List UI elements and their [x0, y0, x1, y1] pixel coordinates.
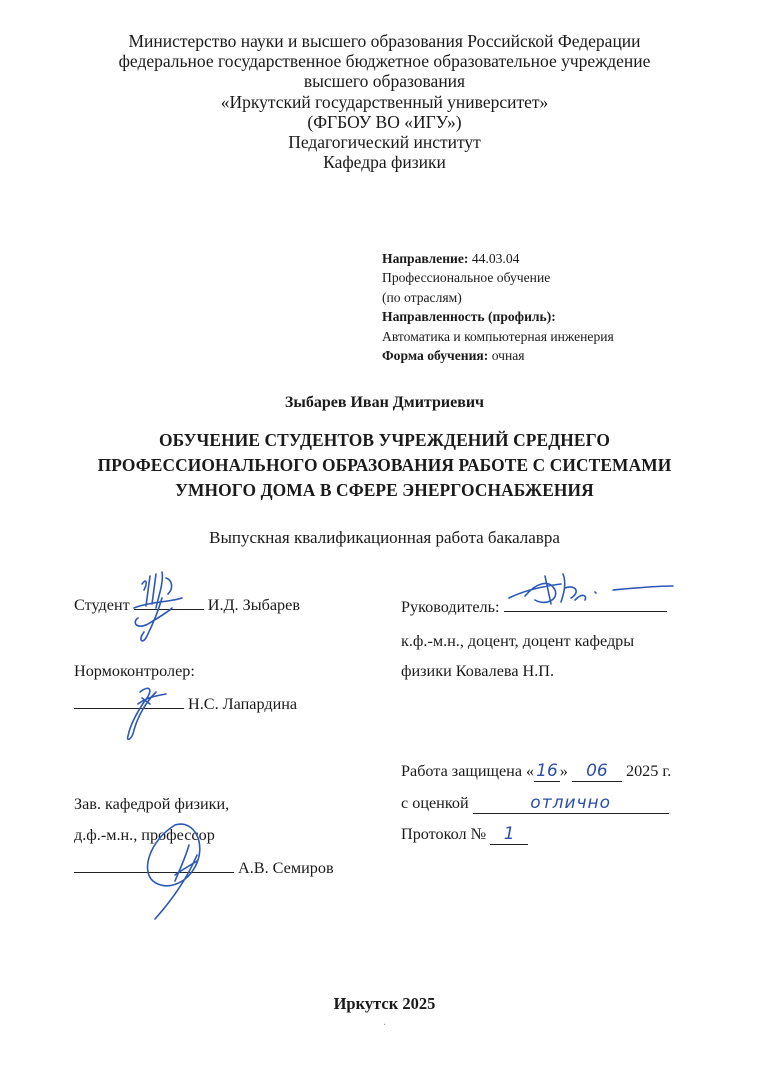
defended-mid: »	[559, 762, 568, 780]
form-value: очная	[491, 348, 525, 364]
student-name: И.Д. Зыбарев	[207, 596, 300, 614]
direction-code: 44.03.04	[471, 251, 520, 266]
title-line-1: ОБУЧЕНИЕ СТУДЕНТОВ УЧРЕЖДЕНИЙ СРЕДНЕГО	[159, 430, 610, 450]
institution-header	[0, 31, 769, 172]
supervisor-title-2: физики Ковалева Н.П.	[401, 662, 555, 680]
grade-value: отлично	[473, 793, 669, 814]
direction-label: Направление:	[382, 251, 469, 266]
direction-name-1: Профессиональное обучение	[382, 270, 551, 286]
author-name: Зыбарев Иван Дмитриевич	[284, 394, 485, 411]
header-line-university: «Иркутский государственный университет»	[220, 91, 549, 112]
direction-name-2: (по отраслям)	[382, 289, 462, 305]
header-line-department: Кафедра физики	[323, 152, 446, 173]
protocol-number: 1	[490, 824, 528, 845]
defended-day: 16	[536, 761, 558, 781]
title-line-2: ПРОФЕССИОНАЛЬНОГО ОБРАЗОВАНИЯ РАБОТЕ С СИСТЕМАМИ	[97, 455, 672, 475]
form-label: Форма обучения:	[382, 348, 489, 364]
head-label-1: Зав. кафедрой физики,	[74, 795, 230, 813]
head-label-2: д.ф.-м.н., профессор	[74, 826, 215, 844]
head-name: А.В. Семиров	[238, 859, 334, 877]
supervisor-title-1: к.ф.-м.н., доцент, доцент кафедры	[401, 632, 635, 650]
header-line-education-level: высшего образования	[303, 71, 466, 92]
normcontrol-signature-row	[74, 694, 297, 714]
page-mark: ·	[382, 1020, 387, 1031]
header-line-institution-type: федеральное государственное бюджетное образовательное учреждение	[118, 51, 651, 72]
supervisor-signature-icon	[505, 570, 675, 615]
supervisor-label: Руководитель:	[401, 598, 500, 616]
student-signature-icon	[128, 568, 188, 648]
defended-prefix: Работа защищена «	[401, 762, 535, 780]
direction-row	[382, 249, 614, 268]
head-signature-icon	[135, 815, 215, 925]
form-row	[382, 346, 614, 365]
grade-label-text: с оценкой	[401, 794, 469, 812]
profile-value: Автоматика и компьютерная инженерия	[382, 328, 614, 344]
header-line-institute: Педагогический институт	[288, 132, 481, 153]
normcontrol-name: Н.С. Лапардина	[188, 695, 298, 713]
normcontrol-signature-icon	[120, 682, 170, 742]
header-line-abbreviation: (ФГБОУ ВО «ИГУ»)	[307, 111, 462, 132]
defense-date-row	[401, 761, 671, 782]
thesis-title	[0, 428, 769, 503]
grade-row	[401, 793, 669, 814]
profile-label: Направленность (профиль):	[382, 309, 556, 325]
program-info	[382, 249, 614, 365]
protocol-row	[401, 824, 528, 845]
header-line-ministry: Министерство науки и высшего образования Российской Федерации	[128, 31, 641, 51]
title-line-3: УМНОГО ДОМА В СФЕРЕ ЭНЕРГОСНАБЖЕНИЯ	[175, 480, 594, 500]
student-label: Студент	[74, 596, 130, 614]
city-year: Иркутск 2025	[333, 994, 436, 1013]
normcontrol-label: Нормоконтролер:	[74, 662, 195, 680]
work-type: Выпускная квалификационная работа бакалавра	[209, 528, 560, 547]
defended-month: 06	[572, 761, 622, 782]
protocol-label: Протокол №	[401, 825, 487, 843]
defended-year: 2025 г.	[625, 762, 672, 780]
